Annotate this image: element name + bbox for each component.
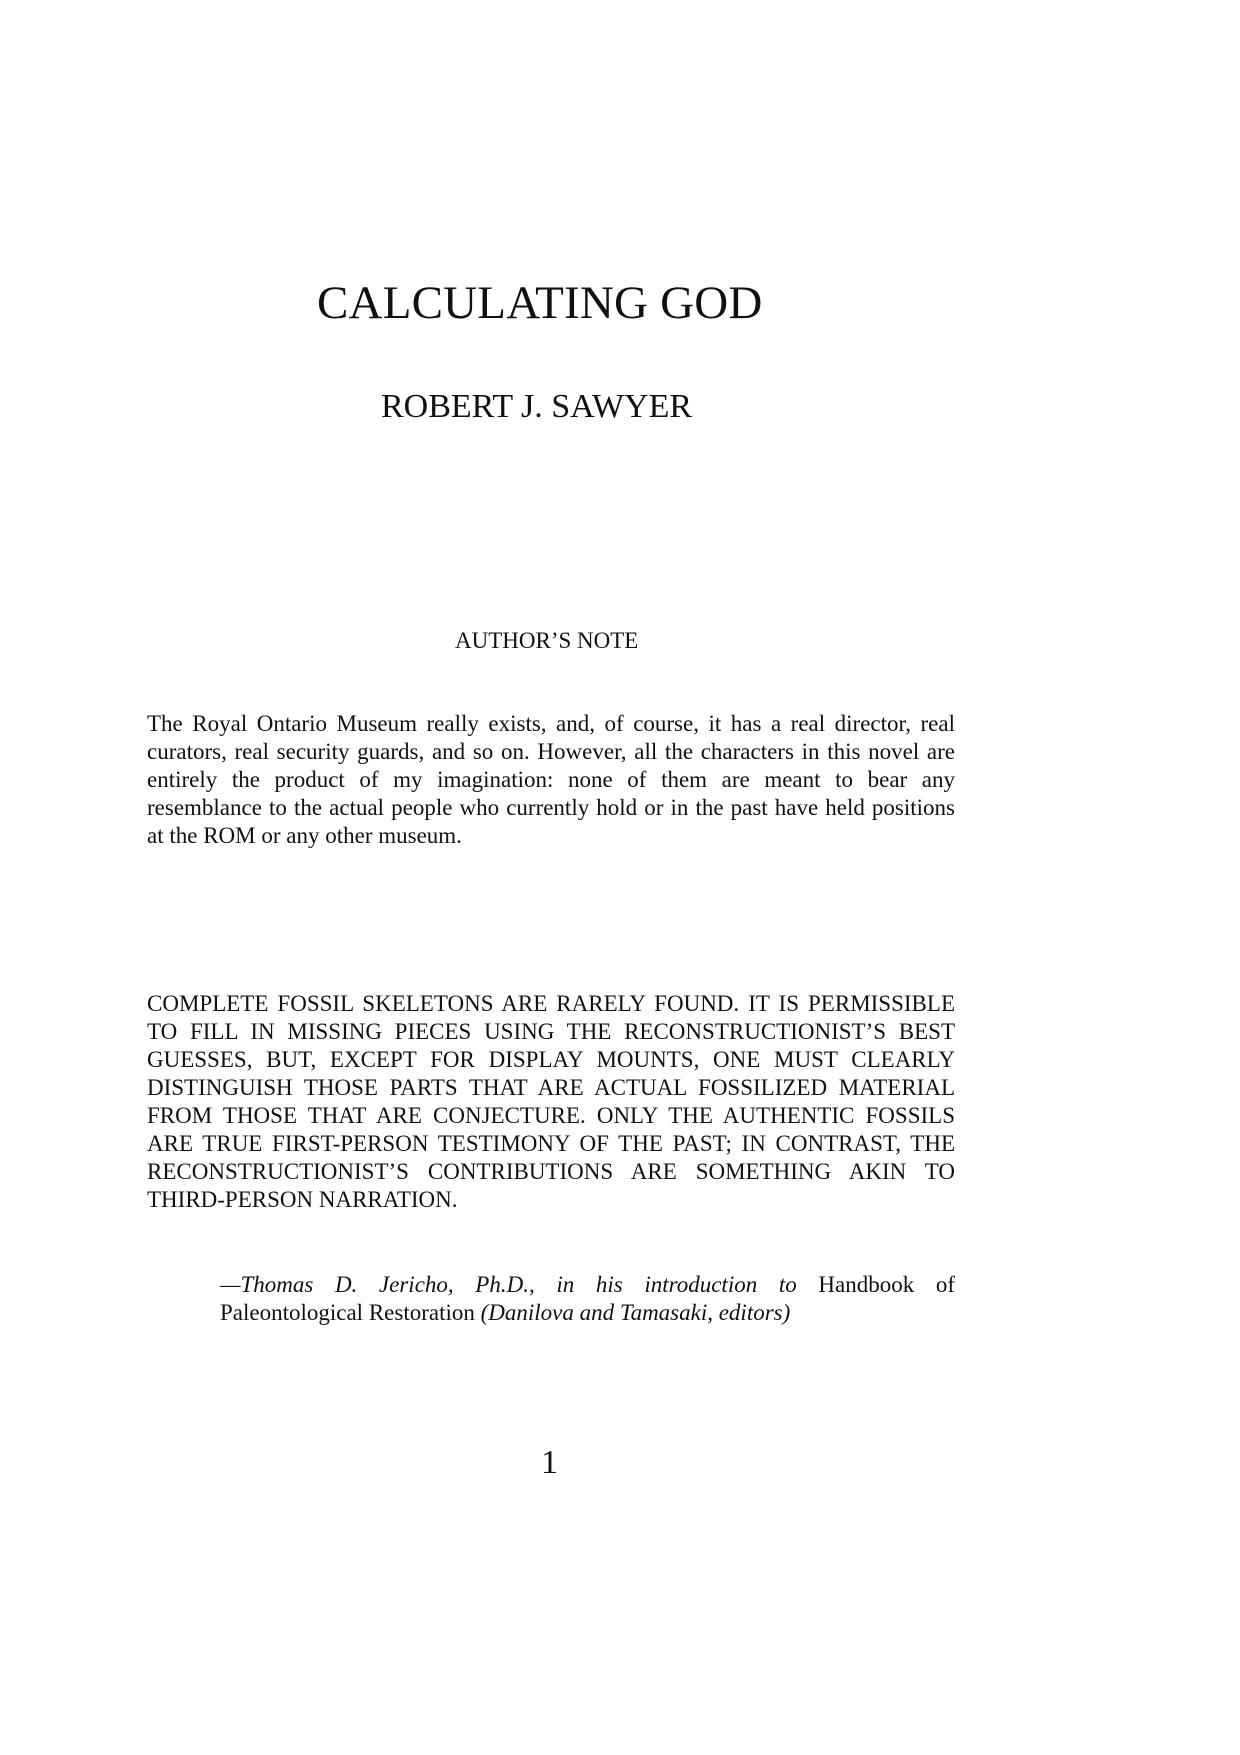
attribution-prefix: —Thomas D. Jericho, Ph.D., in his introduction to [220, 1272, 797, 1297]
authors-note-heading: AUTHOR’S NOTE [455, 628, 639, 653]
page-number: 1 [541, 1444, 558, 1481]
epigraph-quote: COMPLETE FOSSIL SKELETONS ARE RARELY FOUND. IT IS PERMISSIBLE TO FILL IN MISSING PIECES USING THE RECONSTRUCTIONIST’S BEST GUESSES, BUT, EXCEPT FOR DISPLAY MOUNTS, ONE MUST CLEARLY DISTINGUISH THOSE PARTS THAT ARE ACTUAL FOSSILIZED MATERIAL FROM THOSE THAT ARE CONJECTURE. ONLY THE AUTHENTIC FOSSILS ARE TRUE FIRST-PERSON TESTIMONY OF THE PAST; IN CONTRAST, THE RECONSTRUCTIONIST’S CONTRIBUTIONS ARE SOMETHING AKIN TO THIRD-PERSON NARRATION. [147, 991, 955, 1212]
book-author: ROBERT J. SAWYER [381, 388, 693, 425]
book-title: CALCULATING GOD [317, 277, 763, 329]
epigraph-attribution [220, 1271, 955, 1327]
authors-note-body: The Royal Ontario Museum really exists, and, of course, it has a real director, real curators, real security guards, and so on. However, all the characters in this novel are entirely the product of my imagination: none of them are meant to bear any resemblance to the actual people who currently hold or in the past have held positions at the ROM or any other museum. [147, 711, 955, 848]
attribution-suffix: (Danilova and Tamasaki, editors) [480, 1300, 791, 1325]
attribution-book-title: Handbook of Paleontological Restoration [220, 1272, 956, 1325]
